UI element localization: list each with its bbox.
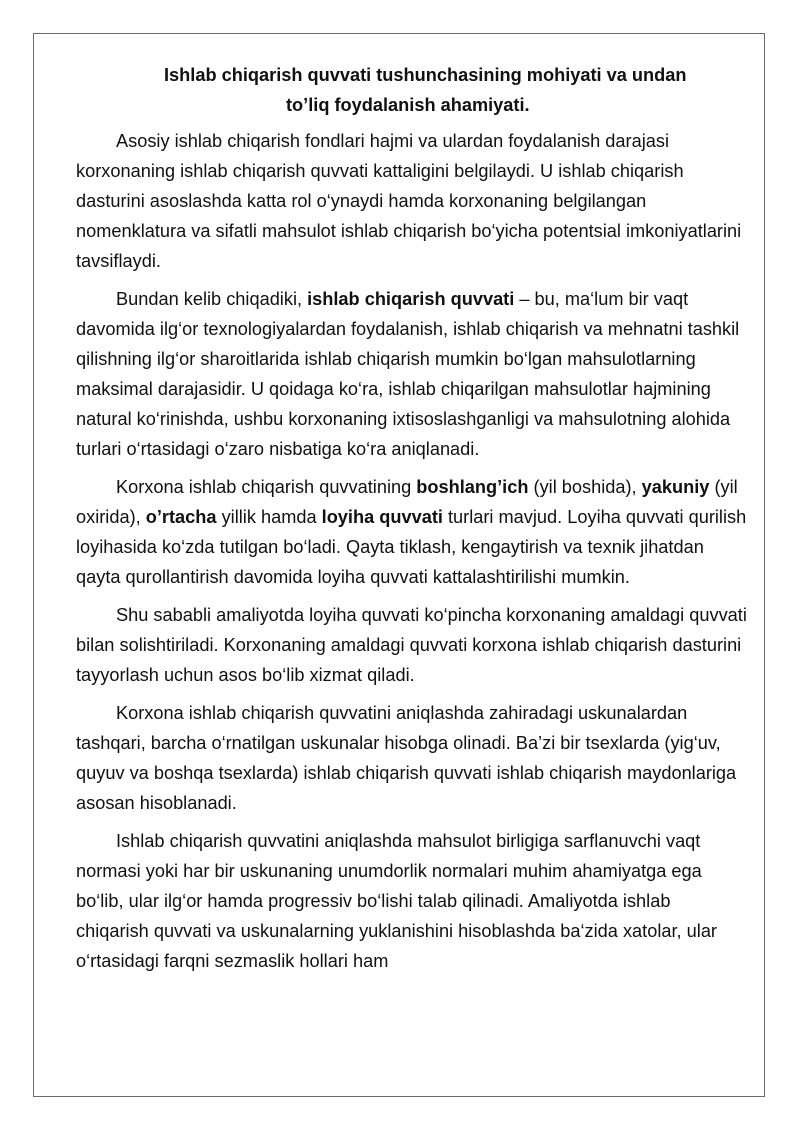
paragraph-3-text-b: (yil boshida), (528, 477, 642, 497)
document-title (76, 60, 748, 120)
paragraph-3-text-d: yillik hamda (216, 507, 322, 527)
paragraph-1: Asosiy ishlab chiqarish fondlari hajmi va ulardan foydalanish darajasi korxonaning ishlab chiqarish quvvati kattaligini belgilaydi. U ishlab chiqarish dasturini asoslashda katta rol o‘ynaydi hamda korxonaning belgilangan nomenklatura va sifatli mahsulot ishlab chiqarish bo‘yicha potentsial imkoniyatlarini tavsiflaydi. (76, 131, 742, 271)
title-line-2: to’liq foydalanish ahamiyati. (286, 95, 530, 115)
paragraph-2 (76, 284, 748, 464)
term-ishlab-chiqarish-quvvati: ishlab chiqarish quvvati (307, 289, 515, 309)
paragraph-3 (76, 472, 748, 592)
term-boshlangich: boshlang’ich (416, 477, 529, 497)
paragraph-6: Ishlab chiqarish quvvatini aniqlashda mahsulot birligiga sarflanuvchi vaqt normasi yoki har bir uskunaning unumdorlik normalari muhim ahamiyatga ega bo‘lib, ular ilg‘or hamda progressiv bo‘lishi talab qilinadi. Amaliyotda ishlab chiqarish quvvati va uskunalarning yuklanishini hisoblashda ba‘zida xatolar, ular o‘rtasidagi farqni sezmaslik hollari ham (76, 831, 717, 971)
paragraph-3-text-e: turlari mavjud. Loyiha quvvati qurilish loyihasida ko‘zda tutilgan bo‘ladi. Qayta tiklash, kengaytirish va texnik jihatdan qayta qurollantirish davomida loyiha quvvati kattalashtirilishi mumkin. (76, 507, 747, 587)
paragraph-5: Korxona ishlab chiqarish quvvatini aniqlashda zahiradagi uskunalardan tashqari, barcha o‘rnatilgan uskunalar hisobga olinadi. Ba’zi bir tsexlarda (yig‘uv, quyuv va boshqa tsexlarda) ishlab chiqarish quvvati ishlab chiqarish maydonlariga asosan hisoblanadi. (76, 703, 737, 813)
paragraph-2-text-a: Bundan kelib chiqadiki, (116, 289, 308, 309)
paragraph-3-text-c: (yil oxirida), (76, 477, 738, 527)
term-loyiha-quvvati: loyiha quvvati (321, 507, 443, 527)
term-yakuniy: yakuniy (641, 477, 710, 497)
paragraph-3-text-a: Korxona ishlab chiqarish quvvatining (116, 477, 417, 497)
paragraph-2-text-b: – bu, ma‘lum bir vaqt davomida ilg‘or texnologiyalardan foydalanish, ishlab chiqarish va mehnatni tashkil qilishning ilg‘or sharoitlarida ishlab chiqarish mumkin bo‘lgan mahsulotlarning maksimal darajasidir. U qoidaga ko‘ra, ishlab chiqarilgan mahsulotlar hajmining natural ko‘rinishda, ushbu korxonaning ixtisoslashganligi va mahsulotning alohida turlari o‘rtasidagi o‘zaro nisbatiga ko‘ra aniqlanadi. (76, 289, 740, 459)
title-line-1: Ishlab chiqarish quvvati tushunchasining mohiyati va undan (164, 65, 687, 85)
term-ortacha: o’rtacha (145, 507, 217, 527)
paragraph-4: Shu sababli amaliyotda loyiha quvvati ko‘pincha korxonaning amaldagi quvvati bilan solishtiriladi. Korxonaning amaldagi quvvati korxona ishlab chiqarish dasturini tayyorlash uchun asos bo‘lib xizmat qiladi. (76, 605, 747, 685)
document-body (76, 60, 748, 984)
